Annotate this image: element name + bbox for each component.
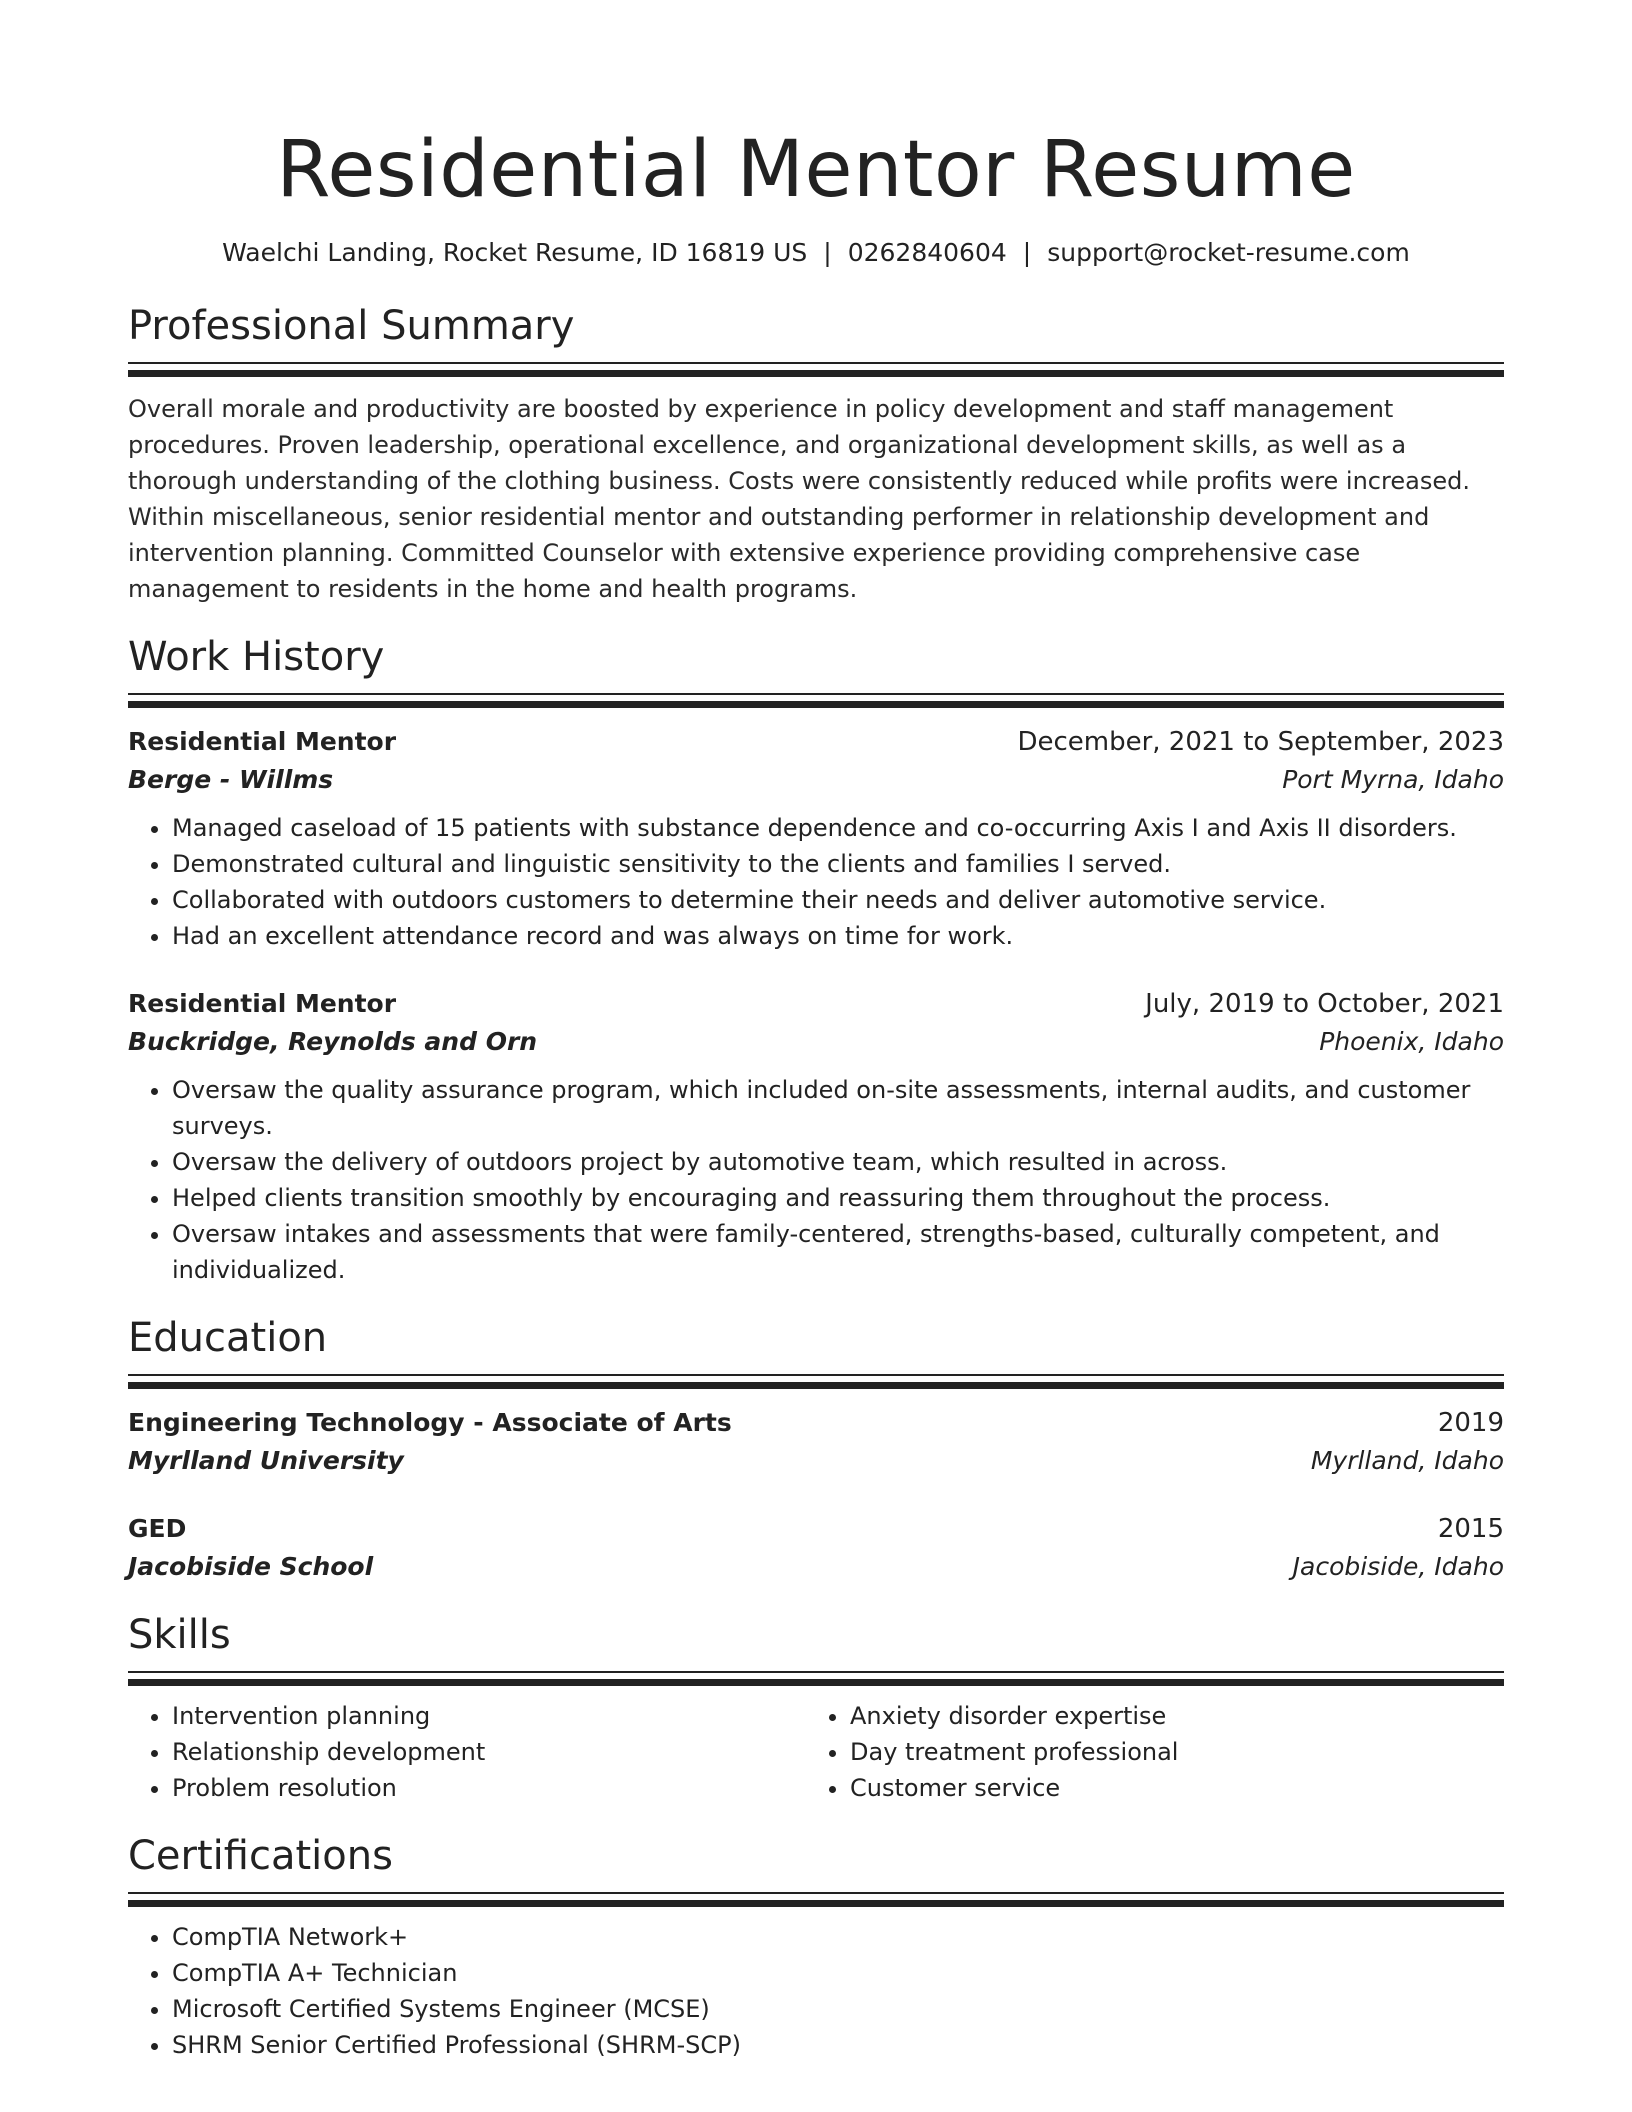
list-item: • Helped clients transition smoothly by encouraging and reassuring them throughout the process.	[172, 1180, 1504, 1216]
education-school: Myrlland University	[128, 1446, 404, 1475]
section-divider	[128, 362, 1504, 377]
list-item: • Problem resolution	[172, 1770, 806, 1806]
list-item: • Collaborated with outdoors customers to determine their needs and deliver automotive service.	[172, 882, 1504, 918]
work-history-section	[128, 631, 1504, 1288]
section-divider	[128, 1892, 1504, 1907]
contact-separator: |	[823, 238, 832, 267]
job-location: Port Myrna, Idaho	[1282, 765, 1504, 794]
skills-section	[128, 1609, 1504, 1806]
list-item: • Managed caseload of 15 patients with substance dependence and co-occurring Axis I and Axis II disorders.	[172, 810, 1504, 846]
section-heading-education: Education	[128, 1315, 328, 1361]
resume-title: Residential Mentor Resume	[276, 125, 1356, 215]
job-location: Phoenix, Idaho	[1319, 1027, 1504, 1056]
contact-phone: 0262840604	[847, 238, 1007, 267]
job-dates: December, 2021 to September, 2023	[1017, 727, 1504, 757]
job-dates: July, 2019 to October, 2021	[1145, 989, 1504, 1019]
section-heading-summary: Professional Summary	[128, 303, 575, 349]
list-item: • Oversaw the quality assurance program, which included on-site assessments, internal audits, and customer surveys.	[172, 1072, 1504, 1144]
job-company: Buckridge, Reynolds and Orn	[128, 1027, 538, 1056]
contact-address: Waelchi Landing, Rocket Resume, ID 16819 US	[222, 238, 808, 267]
job-entry	[128, 986, 1504, 1288]
job-entry	[128, 724, 1504, 954]
list-item: • Demonstrated cultural and linguistic sensitivity to the clients and families I served.	[172, 846, 1504, 882]
education-entry	[128, 1405, 1504, 1479]
resume-page	[128, 0, 1504, 2063]
skills-list-left	[128, 1698, 806, 1806]
list-item: • Microsoft Certified Systems Engineer (MCSE)	[172, 1991, 1504, 2027]
list-item: • Oversaw intakes and assessments that were family-centered, strengths-based, culturally competent, and individualized.	[172, 1216, 1504, 1288]
section-divider	[128, 693, 1504, 708]
list-item: • Relationship development	[172, 1734, 806, 1770]
education-year: 2019	[1437, 1408, 1504, 1438]
list-item: • Had an excellent attendance record and was always on time for work.	[172, 918, 1504, 954]
list-item: • Oversaw the delivery of outdoors project by automotive team, which resulted in across.	[172, 1144, 1504, 1180]
contact-email: support@rocket-resume.com	[1047, 238, 1410, 267]
section-heading-skills: Skills	[128, 1612, 231, 1658]
contact-line	[128, 236, 1504, 270]
list-item: • Day treatment professional	[850, 1734, 1484, 1770]
list-item: • Intervention planning	[172, 1698, 806, 1734]
section-heading-work-history: Work History	[128, 634, 385, 680]
list-item: • Anxiety disorder expertise	[850, 1698, 1484, 1734]
skills-columns	[128, 1698, 1504, 1806]
summary-section	[128, 300, 1504, 607]
contact-separator: |	[1022, 238, 1032, 267]
education-degree: Engineering Technology - Associate of Arts	[128, 1408, 732, 1437]
job-title: Residential Mentor	[128, 727, 397, 756]
section-heading-certifications: Certifications	[128, 1833, 393, 1879]
job-bullets	[128, 810, 1504, 954]
education-year: 2015	[1437, 1514, 1504, 1544]
job-company: Berge - Willms	[128, 765, 334, 794]
education-section	[128, 1312, 1504, 1585]
education-degree: GED	[128, 1514, 187, 1543]
skills-list-right	[806, 1698, 1484, 1806]
job-title: Residential Mentor	[128, 989, 397, 1018]
list-item: • CompTIA Network+	[172, 1919, 1504, 1955]
education-entry	[128, 1511, 1504, 1585]
list-item: • CompTIA A+ Technician	[172, 1955, 1504, 1991]
education-location: Myrlland, Idaho	[1310, 1446, 1504, 1475]
section-divider	[128, 1374, 1504, 1389]
certifications-list	[128, 1919, 1504, 2063]
education-location: Jacobiside, Idaho	[1292, 1552, 1504, 1581]
section-divider	[128, 1671, 1504, 1686]
certifications-section	[128, 1830, 1504, 2063]
list-item: • Customer service	[850, 1770, 1484, 1806]
list-item: • SHRM Senior Certified Professional (SHRM-SCP)	[172, 2027, 1504, 2063]
summary-text: Overall morale and productivity are boosted by experience in policy development and staff management procedures. Proven leadership, operational excellence, and organizational development skills, as well as a thorough understanding of the clothing business. Costs were consistently reduced while profits were increased. Within miscellaneous, senior residential mentor and outstanding performer in relationship development and intervention planning. Committed Counselor with extensive experience providing comprehensive case management to residents in the home and health programs.	[128, 395, 1470, 603]
education-school: Jacobiside School	[128, 1552, 374, 1581]
job-bullets	[128, 1072, 1504, 1288]
